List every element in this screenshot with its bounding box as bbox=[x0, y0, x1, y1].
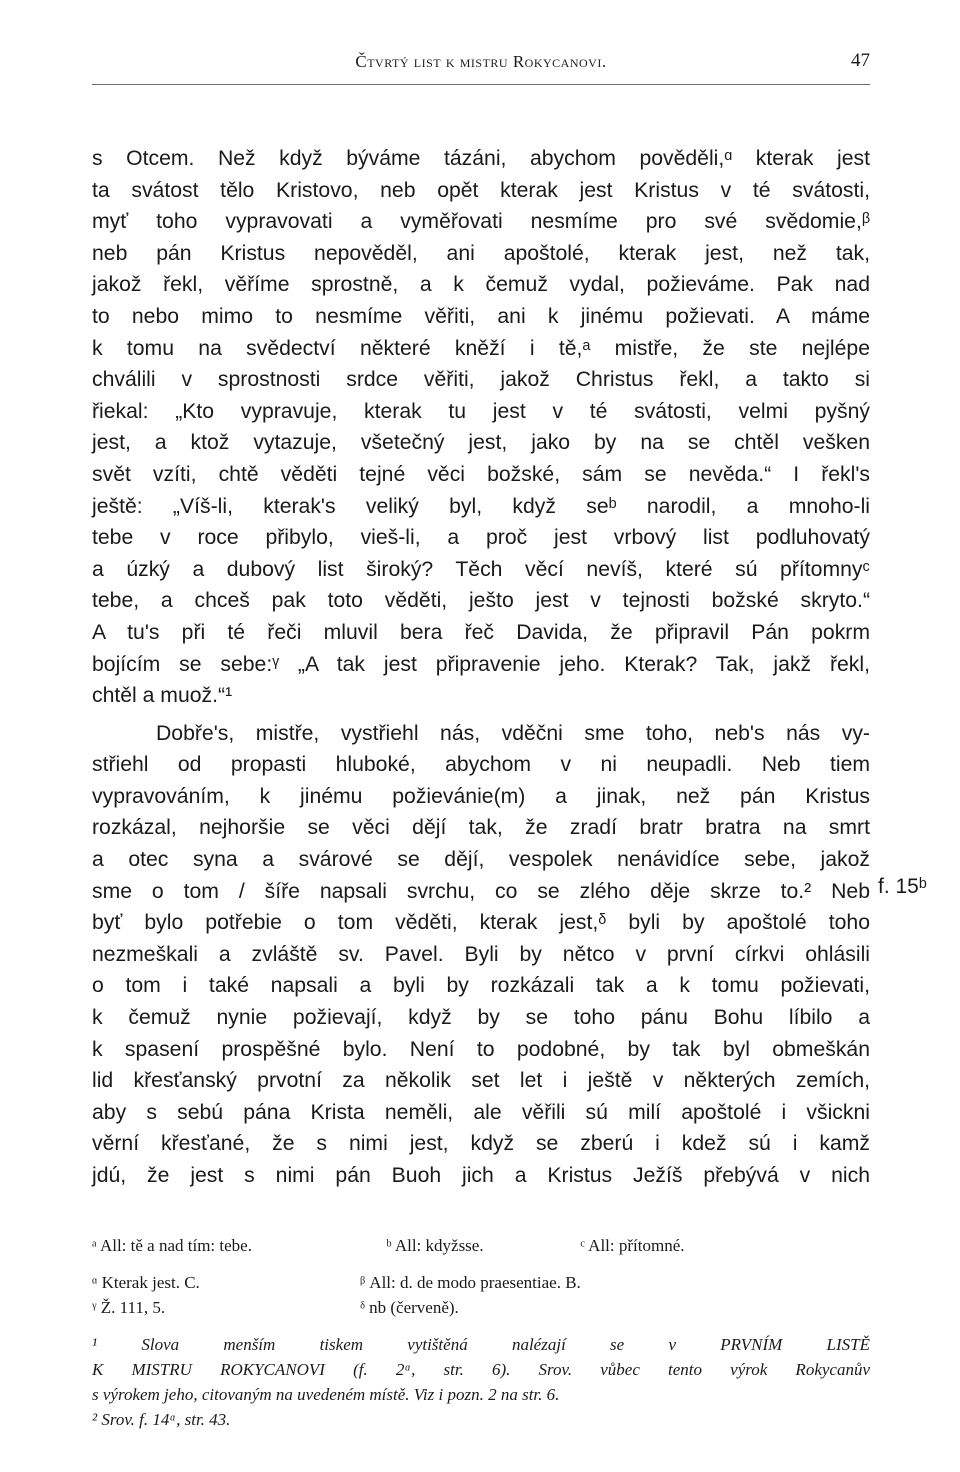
source-note: ᵅ Kterak jest. C. bbox=[92, 1273, 200, 1292]
text-line: k spasení prospěšné bylo. Není to podobné, by tak byl obmeškán bbox=[92, 1037, 870, 1061]
variant-note: ᵃ All: tě a nad tím: tebe. bbox=[92, 1236, 252, 1255]
variant-note: ᵇ All: kdyžsse. bbox=[386, 1236, 484, 1255]
source-notes-row bbox=[92, 1270, 870, 1295]
text-line: Dobře's, mistře, vystřiehl nás, vděčni sme toho, neb's nás vy- bbox=[156, 721, 870, 745]
text-line: řiekal: „Kto vypravuje, kterak tu jest v té svátosti, velmi pyšný bbox=[92, 399, 870, 423]
text-line: věrní křesťané, že s nimi jest, když se zberú i kdež sú i kamž bbox=[92, 1132, 870, 1156]
page-header bbox=[92, 52, 870, 80]
paragraph-2 bbox=[92, 718, 870, 1192]
paragraph-1 bbox=[92, 143, 870, 712]
source-note: ᵝ All: d. de modo praesentiae. B. bbox=[360, 1273, 581, 1292]
text-line: chtěl a muož.“¹ bbox=[92, 684, 233, 708]
text-line: A tu's při té řeči mluvil bera řeč Davida, že připravil Pán pokrm bbox=[92, 620, 870, 644]
text-line: a úzký a dubový list široký? Těch věcí nevíš, které sú přítomnyᶜ bbox=[92, 557, 870, 581]
footnote-line: K MISTRU ROKYCANOVI (f. 2ᵅ, str. 6). Srov. vůbec tento výrok Rokycanův bbox=[92, 1360, 870, 1379]
text-line: neb pán Kristus nepověděl, ani apoštolé, kterak jest, než tak, bbox=[92, 241, 870, 265]
text-line: nezmeškali a zvláště sv. Pavel. Byli by nětco v první církvi ohlásili bbox=[92, 942, 870, 966]
text-line: a otec syna a svárové se dějí, vespolek nenávidíce sebe, jakož bbox=[92, 848, 870, 872]
text-line: rozkázal, nejhoršie se věci dějí tak, že zradí bratr bratra na smrt bbox=[92, 816, 870, 840]
text-line: tebe, a chceš pak toto věděti, ješto jest v tejnosti božské skryto.“ bbox=[92, 589, 870, 613]
text-line: k čemuž nynie požievají, když by se toho pánu Bohu líbilo a bbox=[92, 1006, 870, 1030]
text-line: byť bylo potřebie o tom věděti, kterak jest,ᵟ byli by apoštolé toho bbox=[92, 911, 870, 935]
footnote-gap bbox=[92, 1258, 870, 1270]
text-line: o tom i také napsali a byli by rozkázali tak a k tomu požievati, bbox=[92, 974, 870, 998]
text-line: svět vzíti, chtě věděti tejné věci božské, sám se nevěda.“ I řekl's bbox=[92, 462, 870, 486]
variant-note: ᶜ All: přítomné. bbox=[580, 1236, 685, 1255]
text-line: s Otcem. Než když býváme tázáni, abychom pověděli,ᵅ kterak jest bbox=[92, 147, 870, 170]
folio-margin-note: f. 15ᵇ bbox=[878, 875, 927, 898]
header-rule bbox=[92, 84, 870, 85]
footnote-line: s výrokem jeho, citovaným na uvedeném místě. Viz i pozn. 2 na str. 6. bbox=[92, 1385, 560, 1404]
text-line: ta svátost tělo Kristovo, neb opět kterak jest Kristus v té svátosti, bbox=[92, 178, 870, 202]
text-line: jest, a ktož vytazuje, všetečný jest, jako by na se chtěl vešken bbox=[92, 431, 870, 455]
text-line: vypravováním, k jinému požievánie(m) a jinak, než pán Kristus bbox=[92, 784, 870, 808]
body-text bbox=[92, 143, 870, 1192]
source-note: ᵞ Ž. 111, 5. bbox=[92, 1298, 166, 1317]
footnote-gap bbox=[92, 1320, 870, 1332]
variant-notes-row bbox=[92, 1233, 870, 1258]
text-line: tebe v roce přibylo, vieš-li, a proč jest vrbový list podluhovatý bbox=[92, 526, 870, 550]
text-line: jakož řekl, věříme sprostně, a k čemuž vydal, požieváme. Pak nad bbox=[92, 273, 870, 297]
text-line: střiehl od propasti hluboké, abychom v ni neupadli. Neb tiem bbox=[92, 753, 870, 777]
text-line: jdú, že jest s nimi pán Buoh jich a Kristus Ježíš přebývá v nich bbox=[92, 1164, 870, 1187]
footnotes bbox=[92, 1233, 870, 1432]
text-line: aby s sebú pána Krista neměli, ale věřili sú milí apoštolé i všickni bbox=[92, 1100, 870, 1124]
source-note: ᵟ nb (červeně). bbox=[360, 1298, 459, 1317]
text-line: chválili v sprostnosti srdce věřiti, jakož Christus řekl, a takto si bbox=[92, 368, 870, 392]
footnote-line: ¹ Slova menším tiskem vytištěná nalézají se v PRVNÍM LISTĚ bbox=[92, 1335, 870, 1354]
text-line: ještě: „Víš-li, kterak's veliký byl, když seᵇ narodil, a mnoho-li bbox=[92, 494, 870, 518]
source-notes-row bbox=[92, 1295, 870, 1320]
page-number: 47 bbox=[851, 50, 870, 71]
footnote-2: ² Srov. f. 14ᵅ, str. 43. bbox=[92, 1410, 231, 1429]
text-line: bojícím se sebe:ᵞ „A tak jest připravenie jeho. Kterak? Tak, jakž řekl, bbox=[92, 652, 870, 676]
running-title: Čtvrtý list k mistru Rokycanovi. bbox=[355, 52, 607, 71]
footnote-1 bbox=[92, 1332, 870, 1407]
text-line: k tomu na svědectví některé kněží i tě,ᵃ mistře, že ste nejlépe bbox=[92, 336, 870, 360]
text-line: to nebo mimo to nesmíme věřiti, ani k jinému požievati. A máme bbox=[92, 304, 870, 328]
text-line: sme o tom / šíře napsali svrchu, co se zlého děje skrze to.² Neb bbox=[92, 879, 870, 903]
text-line: myť toho vypravovati a vyměřovati nesmíme pro své svědomie,ᵝ bbox=[92, 210, 870, 234]
text-line: lid křesťanský prvotní za několik set let i ještě v některých zemích, bbox=[92, 1069, 870, 1093]
